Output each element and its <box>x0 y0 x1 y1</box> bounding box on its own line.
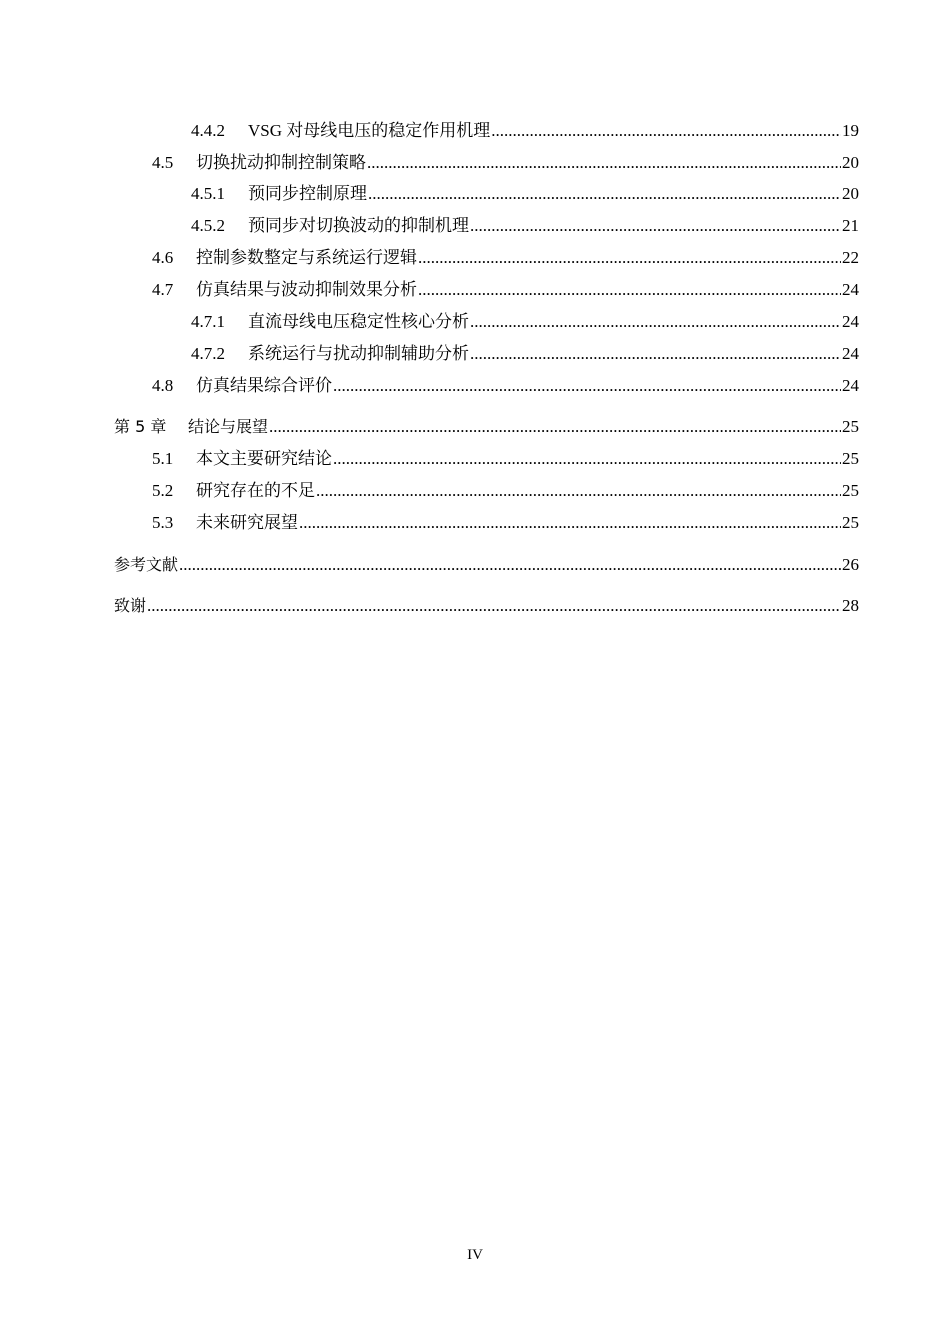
toc-entry[interactable] <box>152 512 859 534</box>
toc-entry-title: 仿真结果综合评价 <box>196 376 332 395</box>
toc-leader-dots <box>333 375 841 397</box>
toc-entry-number: 4.6 <box>152 248 174 267</box>
toc-entry-number: 4.7 <box>152 280 174 299</box>
toc-entry-title: 系统运行与扰动抑制辅助分析 <box>248 344 469 363</box>
toc-entry-number: 5.3 <box>152 513 174 532</box>
toc-entry-page: 20 <box>842 153 859 172</box>
toc-entry[interactable] <box>191 120 859 142</box>
toc-entry[interactable] <box>152 480 859 502</box>
toc-entry-page: 24 <box>842 344 859 363</box>
toc-entry-title: 未来研究展望 <box>196 513 298 532</box>
toc-entry-number: 4.5.1 <box>191 184 225 203</box>
toc-leader-dots <box>491 120 841 142</box>
toc-entry-title: 控制参数整定与系统运行逻辑 <box>196 248 417 267</box>
toc-leader-dots <box>269 416 841 438</box>
toc-leader-dots <box>470 311 841 333</box>
toc-entry-title: 本文主要研究结论 <box>196 449 332 468</box>
toc-entry[interactable] <box>152 448 859 470</box>
toc-entry-page: 24 <box>842 376 859 395</box>
toc-entry-number: 5.1 <box>152 449 174 468</box>
toc-entry-page: 25 <box>842 417 859 436</box>
toc-entry-page: 22 <box>842 248 859 267</box>
toc-entry[interactable] <box>152 375 859 397</box>
toc-entry-number: 5.2 <box>152 481 174 500</box>
toc-leader-dots <box>418 279 841 301</box>
toc-leader-dots <box>333 448 841 470</box>
toc-entry[interactable] <box>152 279 859 301</box>
toc-entry-page: 25 <box>842 449 859 468</box>
toc-entry-page: 28 <box>842 596 859 615</box>
toc-leader-dots <box>316 480 841 502</box>
toc-entry-title: 结论与展望 <box>188 417 269 436</box>
toc-entry[interactable] <box>191 183 859 205</box>
toc-entry-page: 25 <box>842 481 859 500</box>
toc-entry-page: 20 <box>842 184 859 203</box>
toc-entry-page: 21 <box>842 216 859 235</box>
toc-entry-number: 4.5 <box>152 153 174 172</box>
toc-entry-title: 预同步控制原理 <box>248 184 367 203</box>
toc-chapter-entry[interactable] <box>114 595 859 617</box>
toc-entry-page: 24 <box>842 280 859 299</box>
toc-chapter-entry[interactable] <box>114 554 859 576</box>
toc-entry-page: 26 <box>842 555 859 574</box>
toc-entry-title: 仿真结果与波动抑制效果分析 <box>196 280 417 299</box>
toc-entry-page: 24 <box>842 312 859 331</box>
toc-entry-title: VSG 对母线电压的稳定作用机理 <box>248 121 491 140</box>
toc-leader-dots <box>368 183 841 205</box>
toc-leader-dots <box>147 595 841 617</box>
toc-entry-title: 切换扰动抑制控制策略 <box>196 153 366 172</box>
page-number: IV <box>467 1247 483 1263</box>
toc-entry[interactable] <box>152 247 859 269</box>
toc-entry[interactable] <box>191 343 859 365</box>
toc-leader-dots <box>470 343 841 365</box>
toc-entry-title: 参考文献 <box>114 555 179 574</box>
toc-entry-title: 研究存在的不足 <box>196 481 315 500</box>
toc-leader-dots <box>418 247 841 269</box>
toc-entry-title: 预同步对切换波动的抑制机理 <box>248 216 469 235</box>
toc-entry[interactable] <box>191 311 859 333</box>
toc-entry[interactable] <box>152 152 859 174</box>
toc-entry-number: 4.7.2 <box>191 344 225 363</box>
toc-leader-dots <box>367 152 841 174</box>
toc-entry-number: 4.7.1 <box>191 312 225 331</box>
toc-leader-dots <box>179 554 841 576</box>
toc-entry[interactable] <box>191 215 859 237</box>
toc-entry-number: 4.8 <box>152 376 174 395</box>
toc-entry-page: 19 <box>842 121 859 140</box>
toc-entry-title: 致谢 <box>114 596 147 615</box>
toc-leader-dots <box>470 215 841 237</box>
toc-chapter-entry[interactable] <box>114 416 859 438</box>
toc-leader-dots <box>299 512 841 534</box>
toc-entry-number: 4.5.2 <box>191 216 225 235</box>
toc-entry-number: 第 5 章 <box>114 417 167 436</box>
toc-entry-number: 4.4.2 <box>191 121 225 140</box>
toc-entry-title: 直流母线电压稳定性核心分析 <box>248 312 469 331</box>
toc-entry-page: 25 <box>842 513 859 532</box>
